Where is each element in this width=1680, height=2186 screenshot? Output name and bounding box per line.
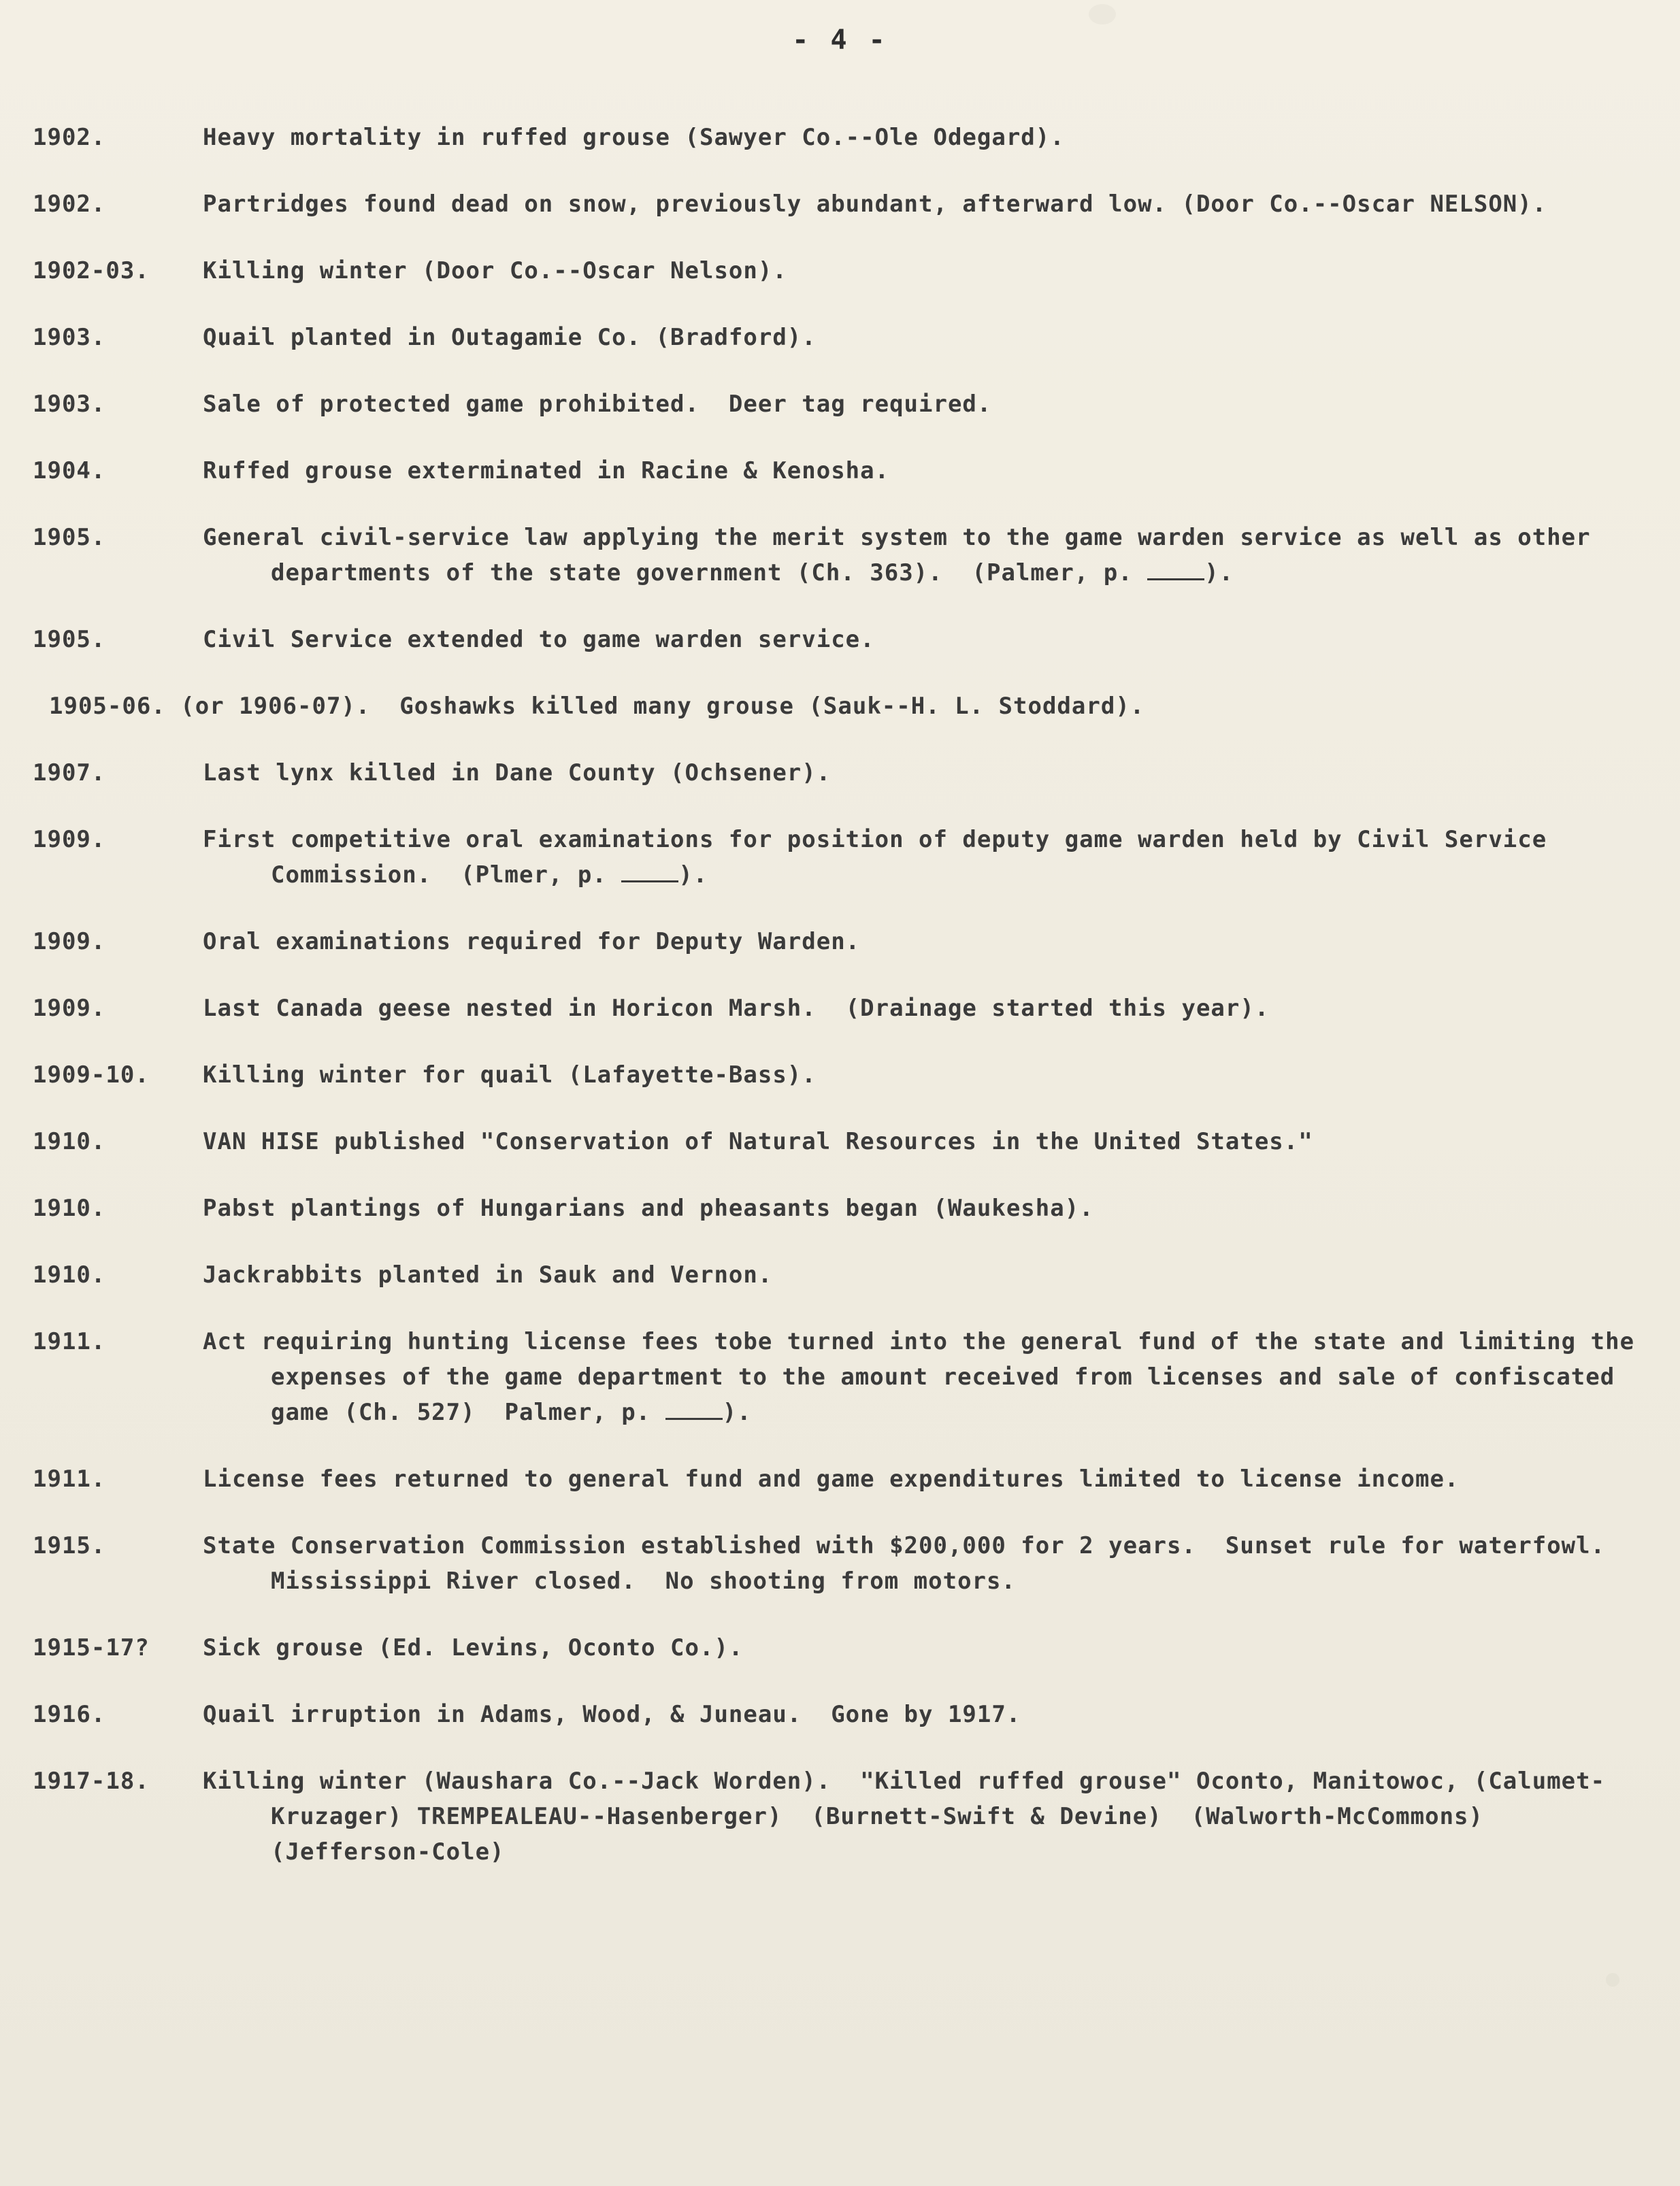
chronology-entry xyxy=(33,253,1652,288)
chronology-entry xyxy=(33,1257,1652,1293)
chronology-list xyxy=(33,120,1652,1901)
chronology-entry xyxy=(33,1324,1652,1430)
chronology-entry xyxy=(33,622,1652,657)
entry-text: Ruffed grouse exterminated in Racine & Kenosha. xyxy=(203,457,890,484)
entry-year: 1904. xyxy=(33,457,106,484)
chronology-entry xyxy=(33,520,1652,591)
entry-year: 1915. xyxy=(33,1532,106,1559)
entry-text: Last lynx killed in Dane County (Ochsener). xyxy=(203,759,831,786)
entry-year: 1909. xyxy=(33,995,106,1022)
entry-year: 1909. xyxy=(33,826,106,853)
entry-text: Killing winter for quail (Lafayette-Bass). xyxy=(203,1061,817,1089)
entry-year: 1905-06. xyxy=(49,693,166,720)
entry-text xyxy=(203,822,1652,893)
entry-year: 1915-17? xyxy=(33,1634,150,1661)
entry-year: 1902. xyxy=(33,124,106,151)
entry-year: 1911. xyxy=(33,1328,106,1355)
entry-text xyxy=(203,1324,1652,1430)
entry-text: License fees returned to general fund and game expenditures limited to license income. xyxy=(203,1465,1460,1493)
entry-text: Oral examinations required for Deputy Warden. xyxy=(203,928,861,955)
entry-year: 1910. xyxy=(33,1128,106,1155)
chronology-entry xyxy=(33,453,1652,488)
entry-text: Civil Service extended to game warden service. xyxy=(203,626,875,653)
entry-year: 1903. xyxy=(33,324,106,351)
chronology-entry xyxy=(33,320,1652,355)
entry-year: 1916. xyxy=(33,1701,106,1728)
chronology-entry xyxy=(33,755,1652,791)
entry-year: 1911. xyxy=(33,1465,106,1493)
entry-year: 1910. xyxy=(33,1261,106,1289)
page-reference-blank xyxy=(665,1397,723,1420)
entry-year: 1905. xyxy=(33,626,106,653)
page-reference-blank xyxy=(621,860,678,882)
entry-text-part: General civil-service law applying the merit system to the game warden service as well as other departments of the state government (Ch. 363). (Palmer, p. xyxy=(203,524,1606,586)
chronology-entry xyxy=(33,689,1652,724)
entry-text xyxy=(33,689,1652,724)
entry-year: 1905. xyxy=(33,524,106,551)
chronology-entry xyxy=(33,1697,1652,1732)
chronology-entry xyxy=(33,1763,1652,1870)
entry-text: Last Canada geese nested in Horicon Marsh. (Drainage started this year). xyxy=(203,995,1270,1022)
chronology-entry xyxy=(33,1191,1652,1226)
entry-year: 1902. xyxy=(33,191,106,218)
chronology-entry xyxy=(33,120,1652,155)
entry-text: Pabst plantings of Hungarians and pheasants began (Waukesha). xyxy=(203,1195,1094,1222)
chronology-entry xyxy=(33,386,1652,422)
chronology-entry xyxy=(33,1057,1652,1093)
entry-text: Killing winter (Door Co.--Oscar Nelson). xyxy=(203,257,787,284)
entry-year: 1909. xyxy=(33,928,106,955)
chronology-entry xyxy=(33,1528,1652,1599)
page-reference-blank xyxy=(1147,558,1204,580)
entry-text: VAN HISE published "Conservation of Natural Resources in the United States." xyxy=(203,1128,1313,1155)
entry-text: Sick grouse (Ed. Levins, Oconto Co.). xyxy=(203,1634,744,1661)
entry-year: 1910. xyxy=(33,1195,106,1222)
entry-text: State Conservation Commission established with $200,000 for 2 years. Sunset rule for waterfowl. Mississippi River closed. No shooting from motors. xyxy=(203,1532,1635,1595)
paper-smudge xyxy=(1089,4,1116,24)
chronology-entry xyxy=(33,991,1652,1026)
chronology-entry xyxy=(33,822,1652,893)
entry-text: Killing winter (Waushara Co.--Jack Worden). "Killed ruffed grouse" Oconto, Manitowoc, (Calumet-Kruzager) TREMPEALEAU--Hasenberger) (Burnett-Swift & Devine) (Walworth-McCommons) (Jefferson-Cole) xyxy=(203,1768,1606,1866)
chronology-entry xyxy=(33,1630,1652,1666)
entry-text xyxy=(203,520,1652,591)
entry-text: Partridges found dead on snow, previously abundant, afterward low. (Door Co.--Oscar NELSON). xyxy=(203,191,1547,218)
entry-year: 1903. xyxy=(33,391,106,418)
entry-text: Sale of protected game prohibited. Deer tag required. xyxy=(203,391,992,418)
chronology-entry xyxy=(33,924,1652,959)
entry-year: 1917-18. xyxy=(33,1768,150,1795)
chronology-entry xyxy=(33,186,1652,222)
paper-smudge xyxy=(1606,1973,1619,1987)
entry-year: 1902-03. xyxy=(33,257,150,284)
chronology-entry xyxy=(33,1124,1652,1159)
entry-year: 1909-10. xyxy=(33,1061,150,1089)
entry-year: 1907. xyxy=(33,759,106,786)
entry-text: Quail planted in Outagamie Co. (Bradford). xyxy=(203,324,817,351)
chronology-entry xyxy=(33,1461,1652,1497)
entry-text-part: ). xyxy=(722,1399,752,1426)
entry-text: Jackrabbits planted in Sauk and Vernon. xyxy=(203,1261,773,1289)
entry-text: Quail irruption in Adams, Wood, & Juneau. Gone by 1917. xyxy=(203,1701,1021,1728)
page-number: - 4 - xyxy=(792,24,888,56)
entry-text-part: First competitive oral examinations for position of deputy game warden held by Civil Service Commission. (Plmer, p. xyxy=(203,826,1562,889)
entry-text-part: ). xyxy=(1204,559,1234,586)
entry-text: Heavy mortality in ruffed grouse (Sawyer Co.--Ole Odegard). xyxy=(203,124,1065,151)
entry-text-part: (or 1906-07). Goshawks killed many grouse (Sauk--H. L. Stoddard). xyxy=(180,693,1145,720)
entry-text-part: ). xyxy=(678,861,708,889)
entry-text-part: Act requiring hunting license fees tobe turned into the general fund of the state and limiting the expenses of the game department to the amount received from licenses and sale of confiscated game (Ch. 527) Palmer, p. xyxy=(203,1328,1649,1426)
